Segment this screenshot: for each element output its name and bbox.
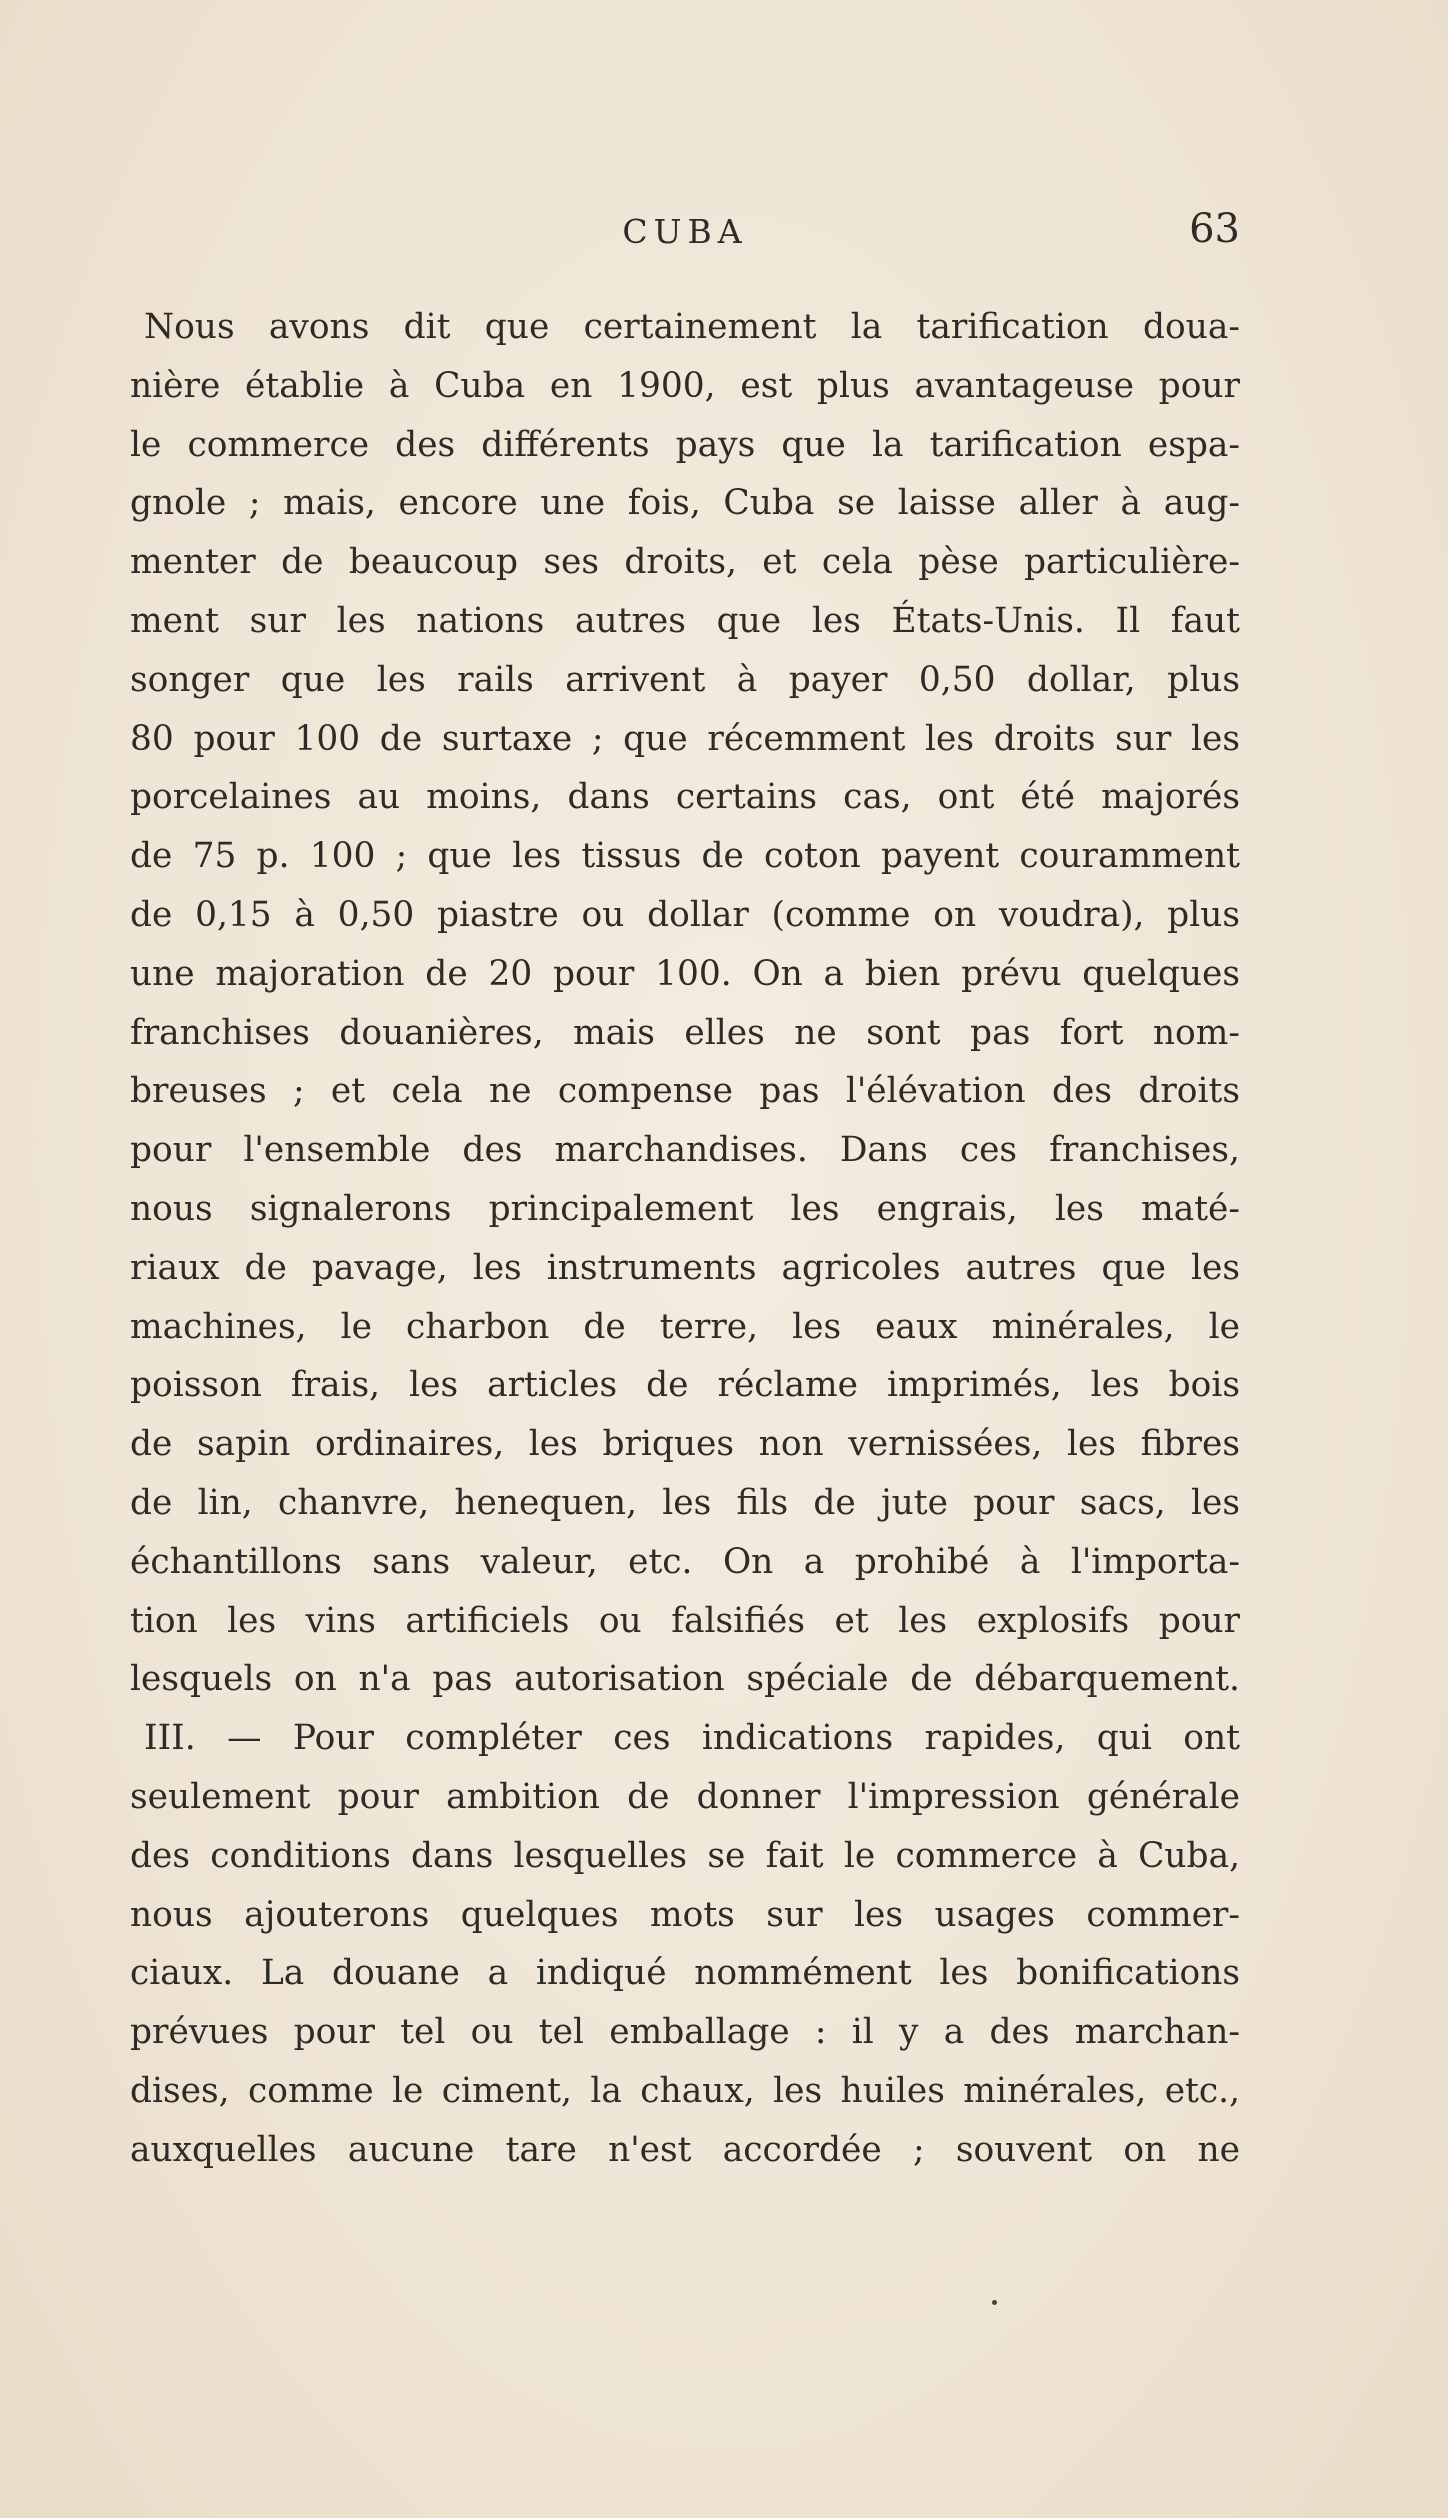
text-line: auxquelles aucune tare n'est accordée ; souvent on ne — [130, 2129, 1240, 2170]
text-line: de lin, chanvre, henequen, les fils de jute pour sacs, les — [130, 1482, 1240, 1523]
text-line: nous signalerons principalement les engrais, les maté- — [130, 1188, 1240, 1229]
text-line: ment sur les nations autres que les États-Unis. Il faut — [130, 600, 1240, 641]
text-line: ciaux. La douane a indiqué nommément les bonifications — [130, 1953, 1240, 1994]
text-line: riaux de pavage, les instruments agricoles autres que les — [130, 1247, 1240, 1288]
text-line: une majoration de 20 pour 100. On a bien prévu quelques — [130, 953, 1240, 994]
text-line: dises, comme le ciment, la chaux, les huiles minérales, etc., — [130, 2070, 1240, 2111]
ink-speck — [992, 2300, 997, 2305]
text-line: gnole ; mais, encore une fois, Cuba se laisse aller à aug- — [130, 483, 1240, 524]
text-line: poisson frais, les articles de réclame imprimés, les bois — [130, 1365, 1240, 1406]
text-line: seulement pour ambition de donner l'impression générale — [130, 1776, 1240, 1817]
text-line: porcelaines au moins, dans certains cas, ont été majorés — [130, 777, 1240, 818]
page-number: 63 — [1189, 206, 1240, 252]
text-line: tion les vins artificiels ou falsifiés et les explosifs pour — [130, 1600, 1240, 1641]
text-line: nous ajouterons quelques mots sur les usages commer- — [130, 1894, 1240, 1935]
text-line: nière établie à Cuba en 1900, est plus avantageuse pour — [130, 365, 1240, 406]
text-line: de sapin ordinaires, les briques non vernissées, les fibres — [130, 1424, 1240, 1465]
text-line: breuses ; et cela ne compense pas l'élévation des droits — [130, 1071, 1240, 1112]
page-header — [130, 200, 1240, 260]
text-line: III. — Pour compléter ces indications rapides, qui ont — [144, 1718, 1240, 1759]
running-head: CUBA — [622, 212, 748, 251]
text-line: de 75 p. 100 ; que les tissus de coton payent couramment — [130, 836, 1240, 877]
text-line: 80 pour 100 de surtaxe ; que récemment les droits sur les — [130, 718, 1240, 759]
text-line: franchises douanières, mais elles ne sont pas fort nom- — [130, 1012, 1240, 1053]
text-line: des conditions dans lesquelles se fait le commerce à Cuba, — [130, 1835, 1240, 1876]
text-line: machines, le charbon de terre, les eaux minérales, le — [130, 1306, 1240, 1347]
text-line: menter de beaucoup ses droits, et cela pèse particulière- — [130, 542, 1240, 583]
text-line: songer que les rails arrivent à payer 0,50 dollar, plus — [130, 659, 1240, 700]
text-line: pour l'ensemble des marchandises. Dans ces franchises, — [130, 1130, 1240, 1171]
text-line: prévues pour tel ou tel emballage : il y a des marchan- — [130, 2012, 1240, 2053]
text-line: échantillons sans valeur, etc. On a prohibé à l'importa- — [130, 1541, 1240, 1582]
text-line: Nous avons dit que certainement la tarification doua- — [144, 307, 1240, 347]
text-line: le commerce des différents pays que la tarification espa- — [130, 424, 1240, 465]
text-line: lesquels on n'a pas autorisation spéciale de débarquement. — [130, 1659, 1240, 1700]
body-text — [130, 298, 1240, 2180]
text-line: de 0,15 à 0,50 piastre ou dollar (comme on voudra), plus — [130, 894, 1240, 935]
